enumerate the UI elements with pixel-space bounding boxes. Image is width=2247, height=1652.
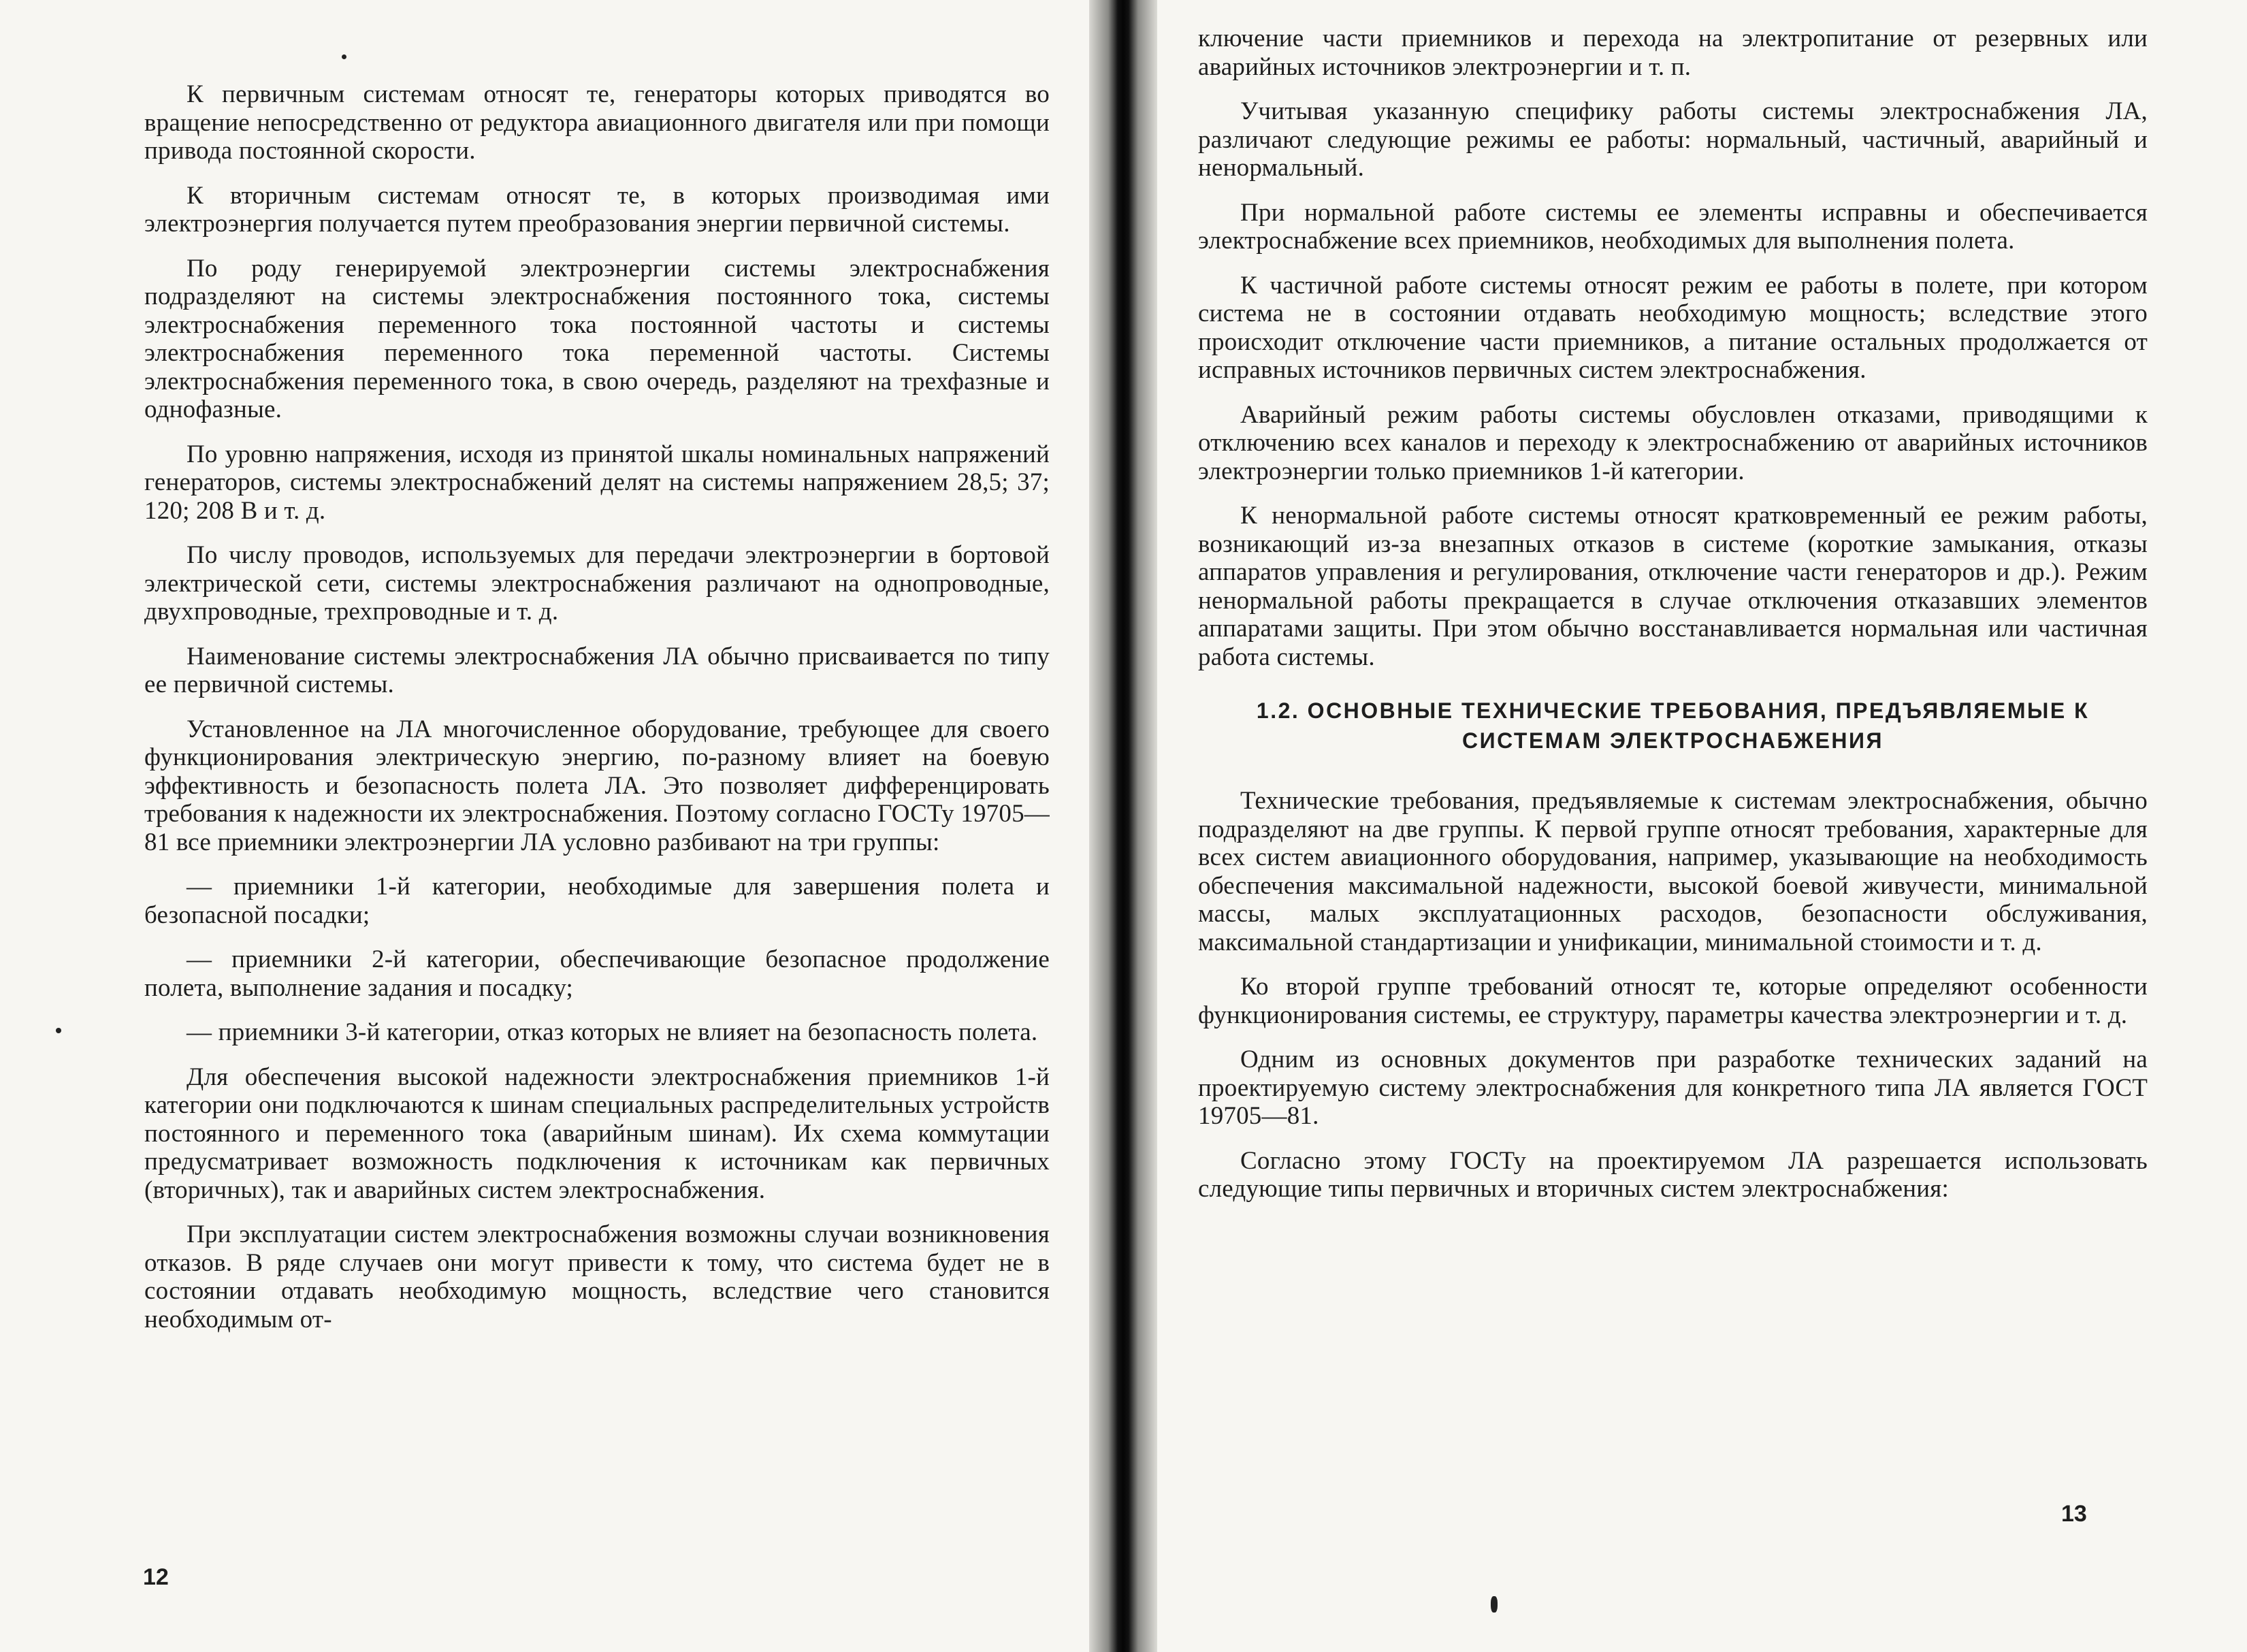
paragraph: К вторичным системам относят те, в которых производимая ими электроэнергия получается путем преобразования энергии первичной системы.	[144, 181, 1050, 238]
list-item: — приемники 3-й категории, отказ которых не влияет на безопасность полета.	[187, 1018, 1038, 1046]
paragraph: Одним из основных документов при разработке технических заданий на проектируемую систему электроснабжения для конкретного типа ЛА является ГОСТ 19705—81.	[1198, 1046, 2148, 1130]
paragraph: Аварийный режим работы системы обусловлен отказами, приводящими к отключению всех каналов и переходу к электроснабжению от аварийных источников электроэнергии только приемников 1-й категории.	[1198, 400, 2148, 485]
paragraph: К ненормальной работе системы относят кратковременный ее режим работы, возникающий из-за внезапных отказов в системе (короткие замыкания, отказы аппаратов управления и регулирования, отключение части генераторов и др.). Режим ненормальной работы прекращается в случае отключения отказавших элементов аппаратами защиты. При этом обычно восстанавливается нормальная или частичная работа системы.	[1198, 502, 2148, 671]
paragraph: Технические требования, предъявляемые к системам электроснабжения, обычно подразделяют на две группы. К первой группе относят требования, характерные для всех систем авиационного оборудования, например, указывающие на необходимость обеспечения максимальной надежности, высокой боевой живучести, минимальной массы, малых эксплуатационных расходов, безопасности обслуживания, максимальной стандартизации и унификации, минимальной стоимости и т. д.	[1198, 787, 2148, 956]
paragraph: Ко второй группе требований относят те, которые определяют особенности функционирования системы, ее структуру, параметры качества электроэнергии и т. д.	[1198, 973, 2148, 1029]
scan-speck	[342, 54, 346, 59]
paragraph: Учитывая указанную специфику работы системы электроснабжения ЛА, различают следующие режимы ее работы: нормальный, частичный, аварийный и ненормальный.	[1198, 97, 2148, 182]
paragraph: К первичным системам относят те, генераторы которых приводятся во вращение непосредственно от редуктора авиационного двигателя или при помощи привода постоянной скорости.	[144, 80, 1050, 165]
paragraph: Установленное на ЛА многочисленное оборудование, требующее для своего функционирования электрическую энергию, по-разному влияет на боевую эффективность и безопасность полета ЛА. Это позволяет дифференцировать требования к надежности их электроснабжения. Поэтому согласно ГОСТу 19705—81 все приемники электроэнергии ЛА условно разбивают на три группы:	[144, 715, 1050, 856]
paragraph: При нормальной работе системы ее элементы исправны и обеспечивается электроснабжение всех приемников, необходимых для выполнения полета.	[1198, 198, 2148, 255]
paragraph: По роду генерируемой электроэнергии системы электроснабжения подразделяют на системы электроснабжения постоянного тока, системы электроснабжения переменного тока постоянной частоты и системы электроснабжения переменного тока переменной частоты. Системы электроснабжения переменного тока, в свою очередь, разделяют на трехфазные и однофазные.	[144, 254, 1050, 423]
paragraph: Наименование системы электроснабжения ЛА обычно присваивается по типу ее первичной системы.	[144, 642, 1050, 698]
right-page	[1157, 0, 2247, 1652]
list-item: — приемники 1-й категории, необходимые для завершения полета и безопасной посадки;	[144, 873, 1050, 929]
right-page-text	[1198, 25, 2148, 1220]
paragraph: По уровню напряжения, исходя из принятой шкалы номинальных напряжений генераторов, системы электроснабжений делят на системы напряжением 28,5; 37; 120; 208 В и т. д.	[144, 440, 1050, 525]
scan-speck	[56, 1028, 61, 1033]
list-item: — приемники 2-й категории, обеспечивающие безопасное продолжение полета, выполнение задания и посадку;	[144, 945, 1050, 1002]
paragraph: К частичной работе системы относят режим ее работы в полете, при котором система не в состоянии отдавать необходимую мощность; вследствие этого происходит отключение части приемников, а питание остальных продолжается от исправных источников первичных систем электроснабжения.	[1198, 271, 2148, 384]
scan-speck	[1491, 1596, 1498, 1613]
paragraph: Согласно этому ГОСТу на проектируемом ЛА разрешается использовать следующие типы первичных и вторичных систем электроснабжения:	[1198, 1146, 2148, 1203]
left-page	[0, 0, 1089, 1652]
book-gutter	[1089, 0, 1157, 1652]
page-number: 12	[143, 1564, 169, 1590]
page-number: 13	[2061, 1501, 2087, 1527]
paragraph: ключение части приемников и перехода на электропитание от резервных или аварийных источников электроэнергии и т. п.	[1198, 25, 2148, 81]
left-page-text	[144, 80, 1050, 1350]
section-heading: 1.2. ОСНОВНЫЕ ТЕХНИЧЕСКИЕ ТРЕБОВАНИЯ, ПРЕДЪЯВЛЯЕМЫЕ К СИСТЕМАМ ЭЛЕКТРОСНАБЖЕНИЯ	[1256, 698, 2090, 753]
paragraph: При эксплуатации систем электроснабжения возможны случаи возникновения отказов. В ряде случаев они могут привести к тому, что система будет не в состоянии отдавать необходимую мощность, вследствие чего становится необходимым от-	[144, 1220, 1050, 1333]
paragraph: Для обеспечения высокой надежности электроснабжения приемников 1-й категории они подключаются к шинам специальных распределительных устройств постоянного и переменного тока (аварийным шинам). Их схема коммутации предусматривает возможность подключения к источникам как первичных (вторичных), так и аварийных систем электроснабжения.	[144, 1063, 1050, 1204]
paragraph: По числу проводов, используемых для передачи электроэнергии в бортовой электрической сети, системы электроснабжения различают на однопроводные, двухпроводные, трехпроводные и т. д.	[144, 541, 1050, 626]
